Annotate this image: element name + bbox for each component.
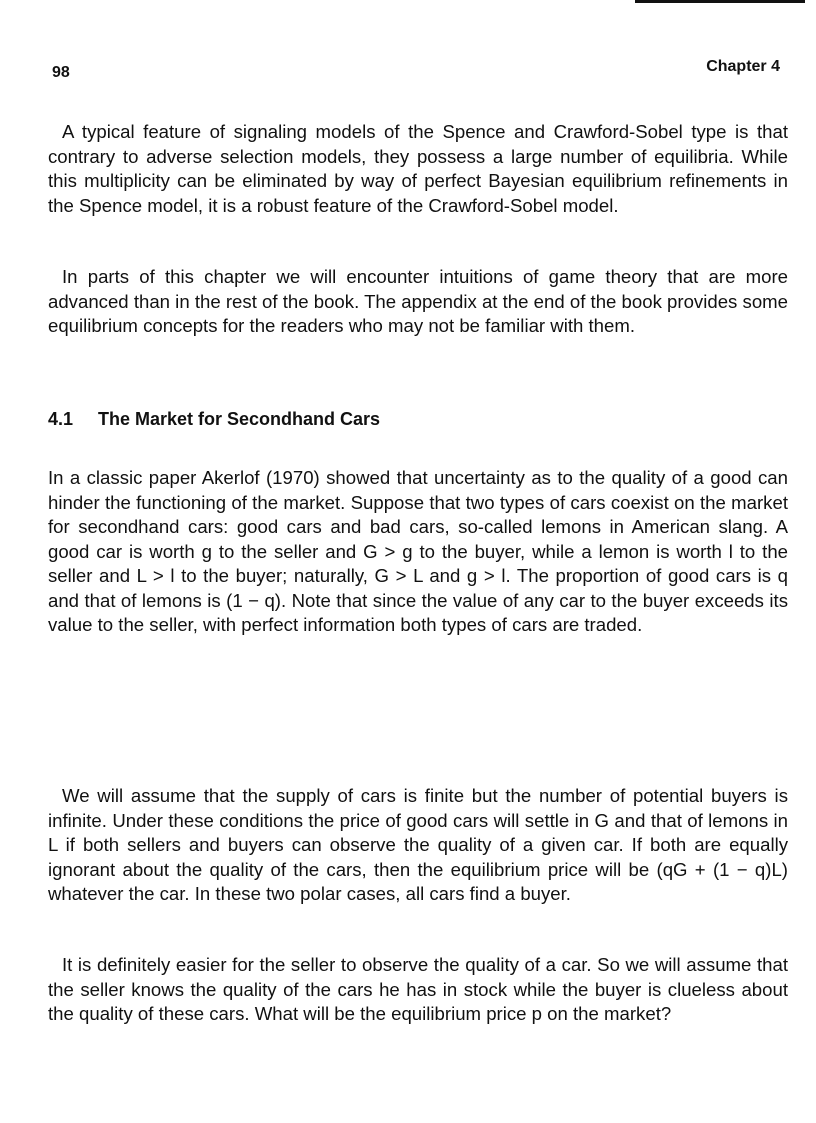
section-paragraph-2: We will assume that the supply of cars is finite but the number of potential buyers is infinite. Under these conditions the price of good cars will settle in G and that of lemons in L if both sellers and buyers can observe the quality of a given car. If both are equally ignorant about the quality of the cars, then the equilibrium price will be (qG + (1 − q)L) whatever the car. In these two polar cases, all cars find a buyer. [48,785,788,904]
running-head [52,58,780,82]
intro-paragraph-2: In parts of this chapter we will encounter intuitions of game theory that are more advanced than in the rest of the book. The appendix at the end of the book provides some equilibrium concepts for the readers who may not be familiar with them. [48,266,788,336]
top-rule [635,0,805,3]
chapter-label: Chapter 4 [706,58,780,75]
section-heading [48,409,380,430]
intro-paragraph-1: A typical feature of signaling models of the Spence and Crawford-Sobel type is that contrary to adverse selection models, they possess a large number of equilibria. While this multiplicity can be eliminated by way of perfect Bayesian equilibrium refinements in the Spence model, it is a robust feature of the Crawford-Sobel model. [48,121,788,216]
section-title: The Market for Secondhand Cars [98,409,381,429]
section-paragraph-1: In a classic paper Akerlof (1970) showed that uncertainty as to the quality of a good can hinder the functioning of the market. Suppose that two types of cars coexist on the market for secondhand cars: good cars and bad cars, so-called lemons in American slang. A good car is worth g to the seller and G > g to the buyer, while a lemon is worth l to the seller and L > l to the buyer; naturally, G > L and g > l. The proportion of good cars is q and that of lemons is (1 − q). Note that since the value of any car to the buyer exceeds its value to the seller, with perfect information both types of cars are traded. [48,467,788,635]
page-number: 98 [52,64,70,81]
section-paragraph-3: It is definitely easier for the seller to observe the quality of a car. So we will assume that the seller knows the quality of the cars he has in stock while the buyer is clueless about the quality of these cars. What will be the equilibrium price p on the market? [48,954,788,1024]
section-number: 4.1 [48,409,74,429]
